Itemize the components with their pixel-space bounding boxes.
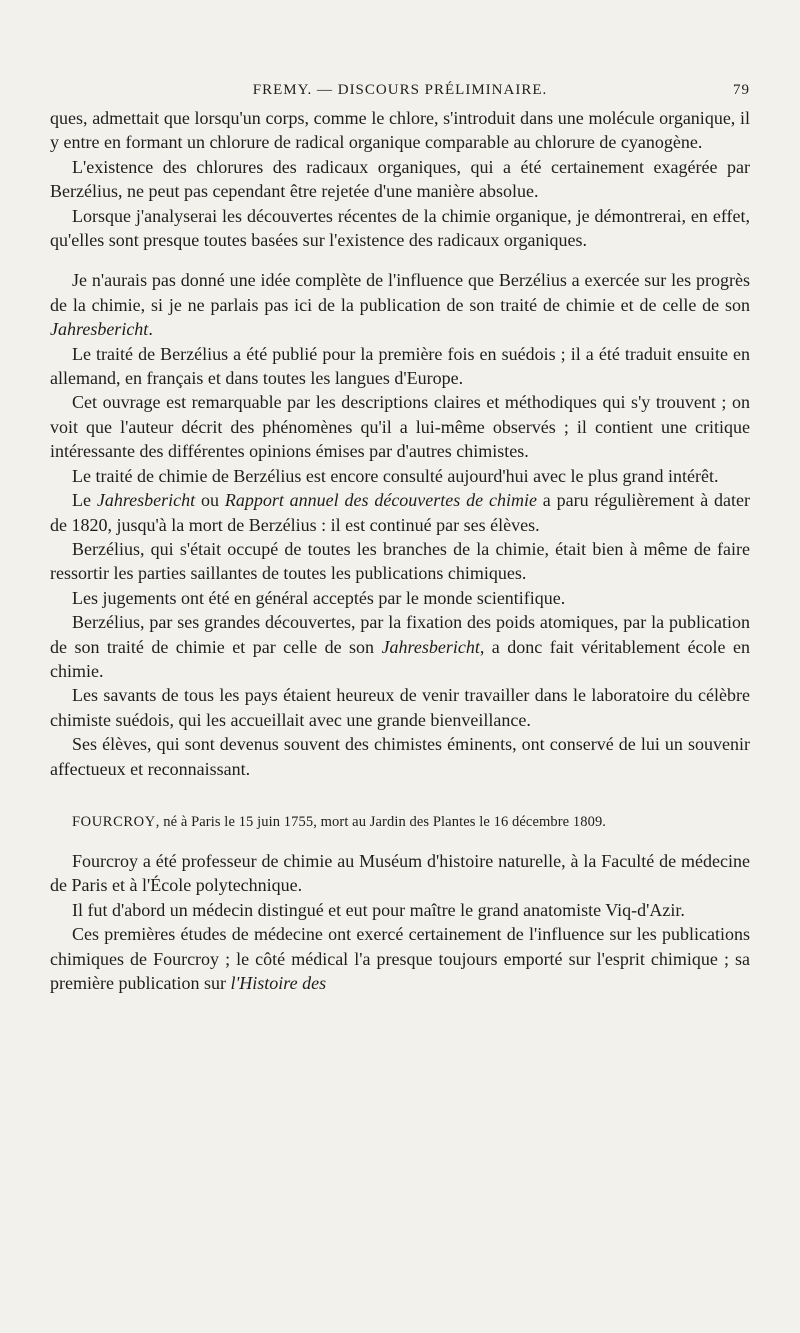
paragraph-13: Ses élèves, qui sont devenus souvent des chimistes éminents, ont conservé de lui un souvenir affectueux et reconnaissant. (50, 734, 750, 779)
paragraph-16-italic: l'Histoire des (230, 973, 327, 993)
paragraph-9: Berzélius, qui s'était occupé de toutes les branches de la chimie, était bien à même de faire ressortir les parties saillantes de toutes les publications chimiques. (50, 538, 750, 584)
paragraph-12: Les savants de tous les pays étaient heureux de venir travailler dans le laboratoire du célèbre chimiste suédois, qui les accueillait avec une grande bienveillance. (50, 685, 750, 730)
paragraph-4-text-b: . (148, 319, 153, 340)
paragraph-5: Le traité de Berzélius a été publié pour la première fois en suédois ; il a été traduit ensuite en allemand, en français et dans toutes les langues d'Europe. (50, 343, 750, 389)
paragraph-16 (50, 922, 750, 995)
biographical-note (50, 811, 750, 833)
paragraph-1: ques, admettait que lorsqu'un corps, comme le chlore, s'introduit dans une molécule organique, il y entre en formant un chlorure de radical organique comparable au chlorure de cyanogène. (50, 108, 750, 153)
paragraph-8-italic-1: Jahresbericht (96, 490, 196, 511)
paragraph-8-text-b: ou (195, 490, 225, 511)
paragraph-8-italic-2: Rapport annuel des découvertes de chimie (224, 490, 537, 511)
paragraph-8-text-a: Le (72, 490, 97, 511)
running-head (50, 82, 750, 106)
paragraph-2: L'existence des chlorures des radicaux organiques, qui a été certainement exagérée par Berzélius, ne peut pas cependant être rejetée d'une manière absolue. (50, 156, 750, 202)
paragraph-10: Les jugements ont été en général acceptés par le monde scientifique. (72, 587, 566, 608)
paragraph-4-text-a: Je n'aurais pas donné une idée complète de l'influence que Berzélius a exercée sur les progrès de la chimie, si je ne parlais pas ici de la publication de son traité de chimie et de celle de son (50, 270, 750, 315)
paragraph-11-text-b: , a donc fait véritablement école en chimie. (50, 636, 750, 681)
running-head-title: FREMY. — DISCOURS PRÉLIMINAIRE. (252, 82, 548, 98)
book-page (50, 82, 750, 995)
paragraph-11-text-a: Berzélius, par ses grandes découvertes, par la fixation des poids atomiques, par la publication de son traité de chimie et par celle de son (50, 612, 750, 657)
paragraph-4 (50, 268, 750, 341)
paragraph-11 (50, 610, 750, 683)
paragraph-11-italic: Jahresbericht (381, 636, 480, 657)
page-number: 79 (733, 82, 750, 98)
paragraph-8-text-c: a paru régulièrement à dater de 1820, jusqu'à la mort de Berzélius : il est continué par ses élèves. (50, 490, 751, 535)
bio-details: , né à Paris le 15 juin 1755, mort au Jardin des Plantes le 16 décembre 1809. (155, 813, 607, 830)
paragraph-4-italic: Jahresbericht (50, 319, 149, 340)
bio-name: FOURCROY (72, 813, 156, 830)
paragraph-6: Cet ouvrage est remarquable par les descriptions claires et méthodiques qui s'y trouvent ; on voit que l'auteur décrit des phénomènes qu'il a lui-même observés ; il contient une critique intéressante des différentes opinions émises par d'autres chimistes. (50, 392, 750, 462)
paragraph-14: Fourcroy a été professeur de chimie au Muséum d'histoire naturelle, à la Faculté de médecine de Paris et à l'École polytechnique. (50, 850, 750, 896)
paragraph-8 (50, 488, 750, 537)
paragraph-7: Le traité de chimie de Berzélius est encore consulté aujourd'hui avec le plus grand intérêt. (72, 465, 719, 486)
paragraph-15: Il fut d'abord un médecin distingué et eut pour maître le grand anatomiste Viq-d'Azir. (72, 899, 685, 920)
paragraph-3: Lorsque j'analyserai les découvertes récentes de la chimie organique, je démontrerai, en effet, qu'elles sont presque toutes basées sur l'existence des radicaux organiques. (50, 205, 750, 251)
paragraph-16-text-a: Ces premières études de médecine ont exercé certainement de l'influence sur les publications chimiques de Fourcroy ; le côté médical l'a presque toujours emporté sur l'esprit chimique ; sa première publication sur (50, 924, 750, 993)
